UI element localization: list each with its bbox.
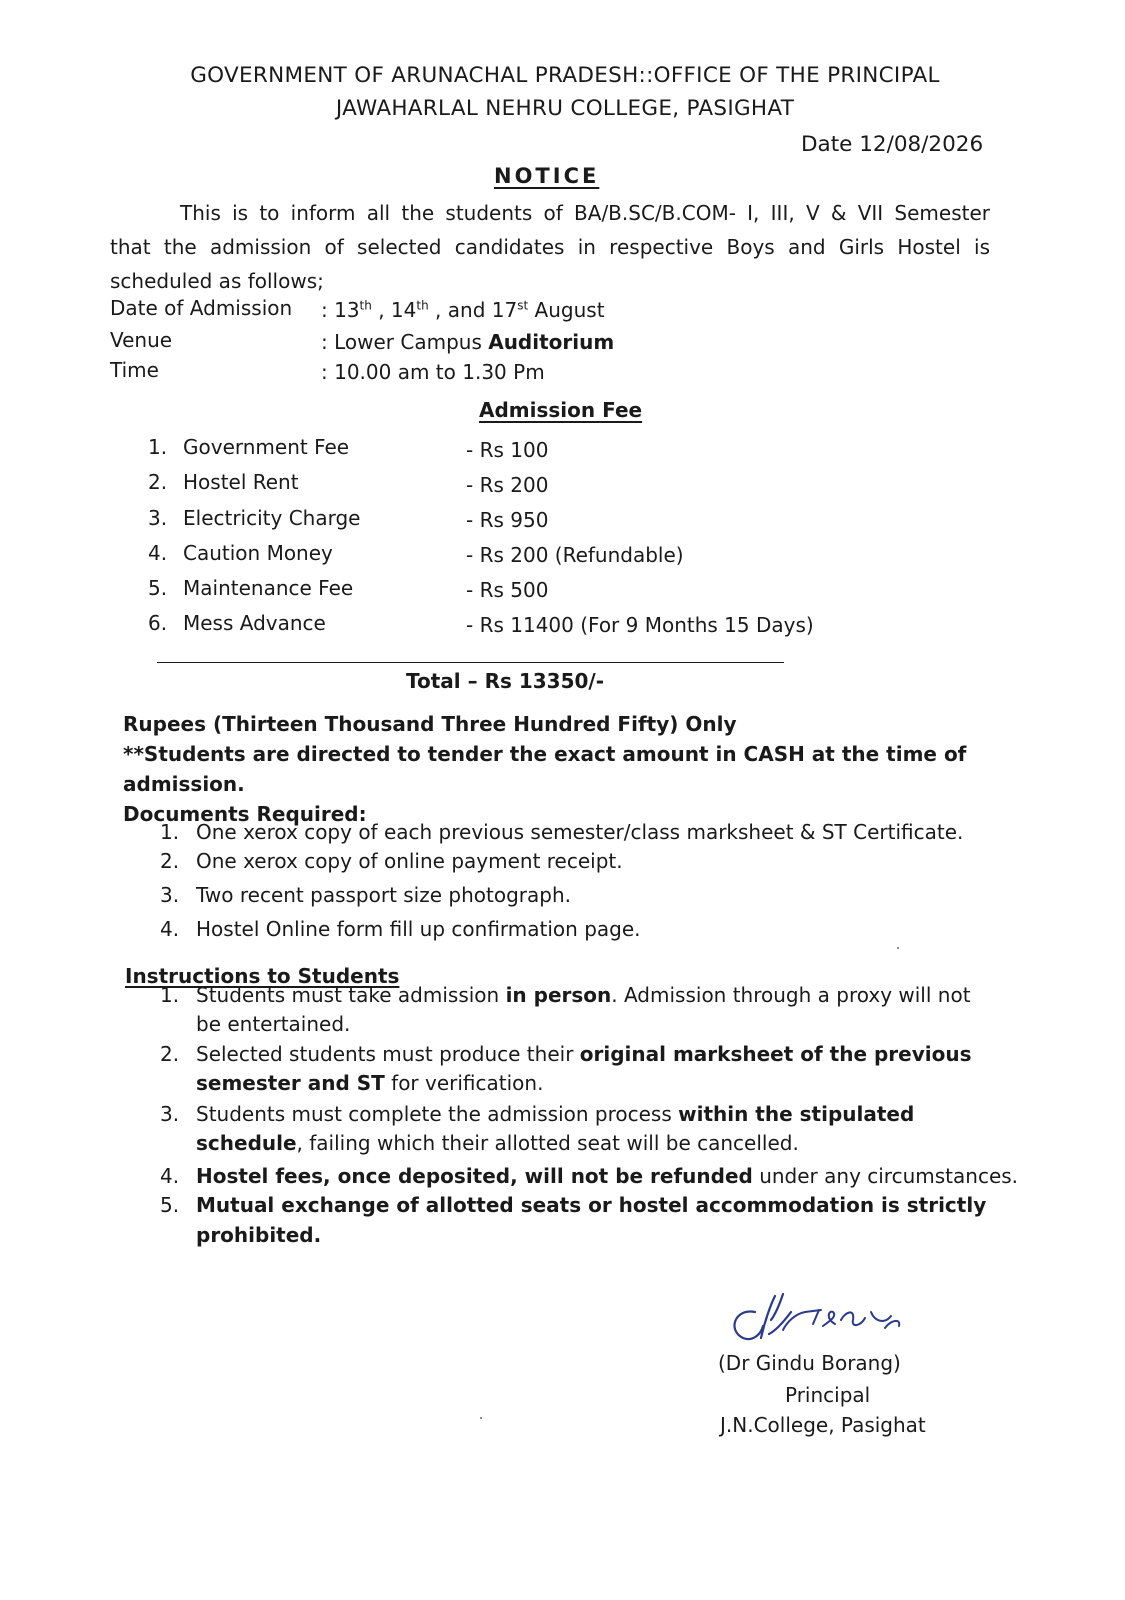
instruction-item-number: 2. (160, 1042, 180, 1066)
header-college-line: JAWAHARLAL NEHRU COLLEGE, PASIGHAT (335, 96, 795, 121)
instruction-item-line (196, 1131, 799, 1155)
intro-line-3: scheduled as follows; (110, 269, 324, 293)
fee-item-amount: - Rs 950 (466, 508, 549, 532)
fee-item-name: Caution Money (183, 541, 333, 565)
instruction-item-line (196, 1102, 914, 1126)
instruction-emphasis: within the stipulated (678, 1102, 915, 1126)
instruction-text: Students must complete the admission process (196, 1102, 679, 1126)
instruction-emphasis: original marksheet of the previous (579, 1042, 972, 1066)
venue-text: : Lower Campus (321, 330, 489, 354)
fee-item-number: 2. (148, 470, 168, 494)
scan-speck (480, 1417, 482, 1419)
instruction-item-line: prohibited. (196, 1223, 322, 1247)
intro-paragraph (110, 196, 990, 298)
signatory-name: (Dr Gindu Borang) (718, 1351, 901, 1375)
notice-date: Date 12/08/2026 (801, 132, 984, 157)
admission-month: August (528, 298, 605, 322)
document-item-number: 3. (160, 883, 180, 907)
admission-date-2: , 14 (371, 298, 417, 322)
scan-speck (897, 947, 899, 949)
instruction-item-number: 3. (160, 1102, 180, 1126)
ordinal-suffix: st (517, 298, 529, 313)
document-item-number: 1. (160, 820, 180, 844)
fee-item-name: Government Fee (183, 435, 350, 459)
header-office-line: GOVERNMENT OF ARUNACHAL PRADESH::OFFICE OF THE PRINCIPAL (190, 63, 940, 88)
venue-auditorium: Auditorium (488, 330, 615, 354)
venue-label: Venue (110, 328, 173, 352)
ordinal-suffix: th (416, 298, 429, 313)
ordinal-suffix: th (359, 298, 372, 313)
fee-item-number: 6. (148, 611, 168, 635)
instructions-heading: Instructions to Students (125, 964, 400, 988)
documents-heading: Documents Required: (123, 802, 367, 826)
document-item: One xerox copy of online payment receipt. (196, 849, 623, 873)
cash-note-line-2: admission. (123, 772, 245, 796)
fee-item-number: 5. (148, 576, 168, 600)
document-item: One xerox copy of each previous semester/class marksheet & ST Certificate. (196, 820, 964, 844)
instruction-item-number: 4. (160, 1164, 180, 1188)
admission-date-3: , and 17 (428, 298, 518, 322)
admission-date-1: : 13 (321, 298, 360, 322)
fee-item-name: Maintenance Fee (183, 576, 354, 600)
fee-item-number: 1. (148, 435, 168, 459)
venue-value (321, 330, 614, 354)
fee-item-amount: - Rs 100 (466, 438, 549, 462)
fee-item-amount: - Rs 11400 (For 9 Months 15 Days) (466, 613, 814, 637)
instruction-item-line (196, 1071, 543, 1095)
fee-item-number: 3. (148, 506, 168, 530)
document-item: Hostel Online form fill up confirmation page. (196, 917, 641, 941)
instruction-emphasis: semester and ST (196, 1071, 385, 1095)
instruction-emphasis: in person (505, 983, 612, 1007)
instruction-item-line (196, 1042, 972, 1066)
admission-fee-heading: Admission Fee (479, 398, 643, 422)
fee-item-name: Mess Advance (183, 611, 326, 635)
instruction-emphasis: schedule (196, 1131, 297, 1155)
date-of-admission-value (321, 298, 605, 322)
date-of-admission-label: Date of Admission (110, 296, 293, 320)
fee-item-amount: - Rs 200 (466, 473, 549, 497)
fee-item-amount: - Rs 200 (Refundable) (466, 543, 684, 567)
fee-item-name: Electricity Charge (183, 506, 361, 530)
instruction-item-number: 1. (160, 983, 180, 1007)
instruction-item-line (196, 983, 971, 1007)
document-item: Two recent passport size photograph. (196, 883, 571, 907)
instruction-text: for verification. (384, 1071, 544, 1095)
fee-item-number: 4. (148, 541, 168, 565)
instruction-text: , failing which their allotted seat will be cancelled. (296, 1131, 799, 1155)
signatory-college: J.N.College, Pasighat (720, 1413, 926, 1437)
instruction-item-line (196, 1164, 1018, 1188)
intro-line-1: This is to inform all the students of BA/B.SC/B.COM- I, III, V & VII Semester (180, 201, 990, 225)
instruction-text: Students must take admission (196, 983, 506, 1007)
instruction-item-number: 5. (160, 1193, 180, 1217)
cash-note-line-1: **Students are directed to tender the exact amount in CASH at the time of (123, 742, 967, 766)
instruction-item-line: Mutual exchange of allotted seats or hostel accommodation is strictly (196, 1193, 987, 1217)
instruction-item-line: be entertained. (196, 1012, 351, 1036)
signature-image (725, 1290, 925, 1360)
instruction-text: . Admission through a proxy will not (611, 983, 971, 1007)
fee-total: Total – Rs 13350/- (406, 669, 605, 693)
fee-item-amount: - Rs 500 (466, 578, 549, 602)
time-value: : 10.00 am to 1.30 Pm (321, 360, 545, 384)
notice-title: NOTICE (494, 164, 600, 188)
total-divider (157, 662, 784, 663)
document-item-number: 2. (160, 849, 180, 873)
amount-in-words: Rupees (Thirteen Thousand Three Hundred Fifty) Only (123, 712, 737, 736)
intro-line-2: that the admission of selected candidates in respective Boys and Girls Hostel is (110, 235, 990, 259)
fee-item-name: Hostel Rent (183, 470, 299, 494)
instruction-text: Selected students must produce their (196, 1042, 580, 1066)
signatory-title: Principal (785, 1383, 871, 1407)
instruction-text: under any circumstances. (752, 1164, 1019, 1188)
instruction-emphasis: Hostel fees, once deposited, will not be refunded (196, 1164, 753, 1188)
time-label: Time (110, 358, 159, 382)
document-item-number: 4. (160, 917, 180, 941)
